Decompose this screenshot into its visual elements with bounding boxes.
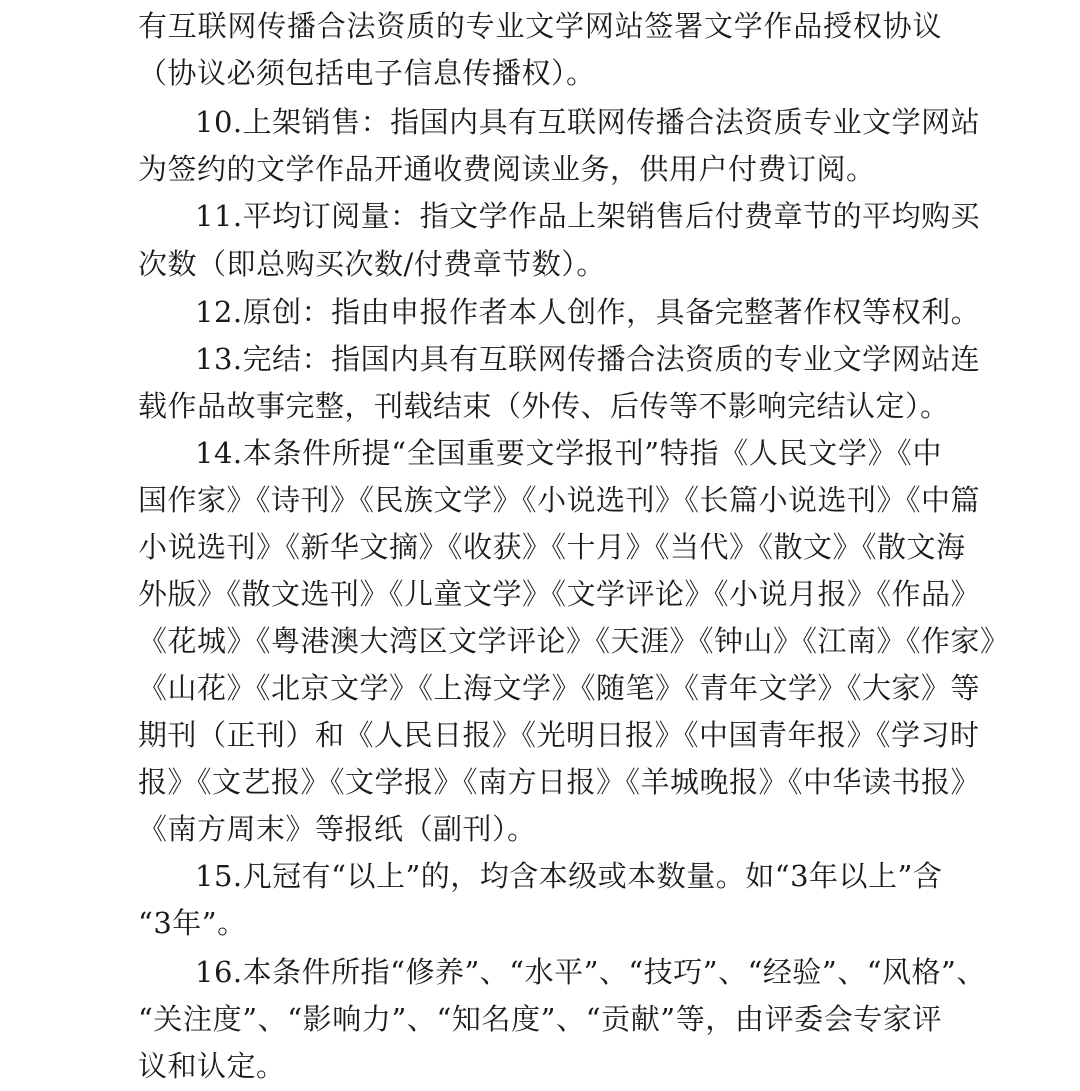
- text-line: 15.凡冠有“以上”的，均含本级或本数量。如“3年以上”含: [195, 859, 943, 893]
- text-line: 次数（即总购买次数/付费章节数）。: [138, 247, 606, 281]
- text-line: 为签约的文学作品开通收费阅读业务，供用户付费订阅。: [138, 152, 876, 186]
- text-line: 报》《文艺报》《文学报》《南方日报》《羊城晚报》《中华读书报》: [138, 765, 981, 799]
- text-line: “关注度”、“影响力”、“知名度”、“贡献”等，由评委会专家评: [138, 1002, 942, 1036]
- text-line: 《花城》《粤港澳大湾区文学评论》《天涯》《钟山》《江南》《作家》: [138, 624, 1010, 658]
- text-line: 《山花》《北京文学》《上海文学》《随笔》《青年文学》《大家》等: [138, 671, 981, 705]
- text-line: 10.上架销售：指国内具有互联网传播合法资质专业文学网站: [195, 105, 981, 139]
- text-line: 11.平均订阅量：指文学作品上架销售后付费章节的平均购买: [195, 199, 981, 233]
- text-line: 载作品故事完整，刊载结束（外传、后传等不影响完结认定）。: [138, 389, 950, 423]
- text-line: （协议必须包括电子信息传播权）。: [138, 56, 596, 90]
- text-line: 国作家》《诗刊》《民族文学》《小说选刊》《长篇小说选刊》《中篇: [138, 483, 981, 517]
- text-line: 有互联网传播合法资质的专业文学网站签署文学作品授权协议: [138, 9, 942, 43]
- text-line: “3年”。: [138, 906, 247, 940]
- text-line: 外版》《散文选刊》《儿童文学》《文学评论》《小说月报》《作品》: [138, 577, 981, 611]
- text-line: 16.本条件所指“修养”、“水平”、“技巧”、“经验”、“风格”、: [195, 955, 986, 989]
- text-line: 议和认定。: [138, 1049, 286, 1083]
- text-line: 14.本条件所提“全国重要文学报刊”特指《人民文学》《中: [195, 436, 942, 470]
- text-line: 12.原创：指由申报作者本人创作，具备完整著作权等权利。: [195, 295, 981, 329]
- text-line: 《南方周末》等报纸（副刊）。: [138, 812, 537, 846]
- text-line: 13.完结：指国内具有互联网传播合法资质的专业文学网站连: [195, 342, 981, 376]
- text-line: 期刊（正刊）和《人民日报》《光明日报》《中国青年报》《学习时: [138, 718, 980, 752]
- text-line: 小说选刊》《新华文摘》《收获》《十月》《当代》《散文》《散文海: [138, 530, 966, 564]
